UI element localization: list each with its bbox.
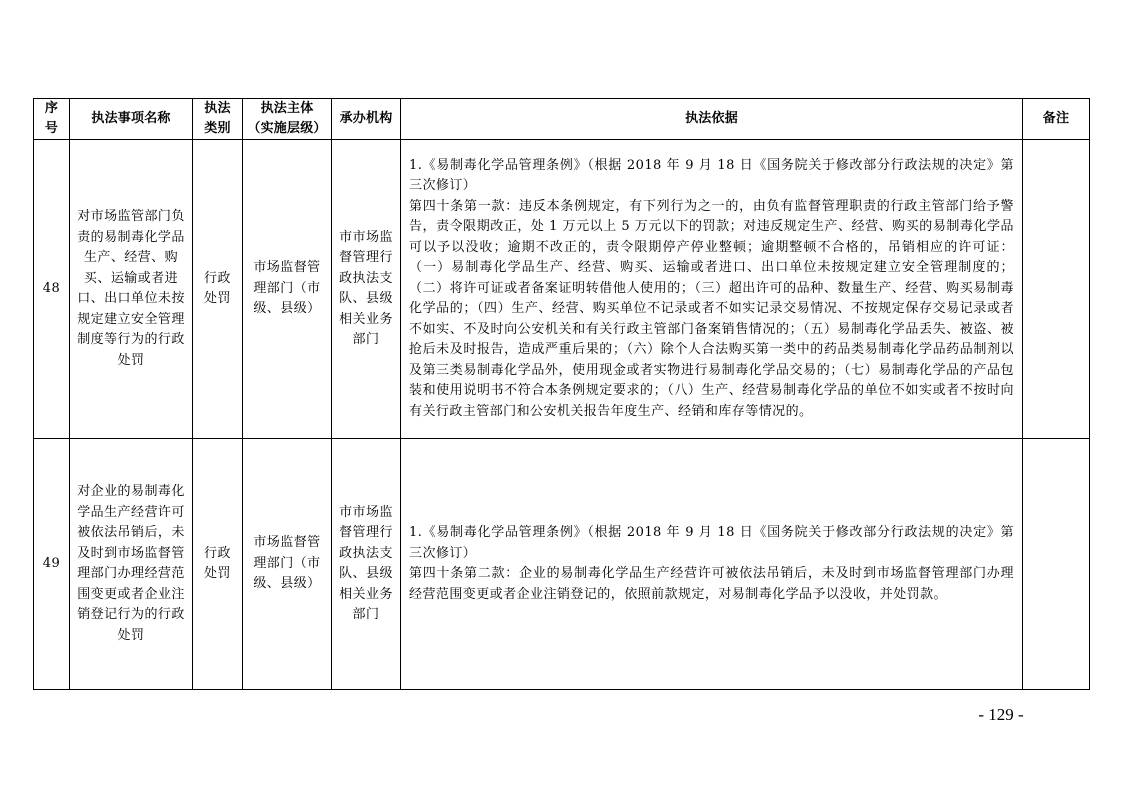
category-cell: 行政处罚 <box>193 439 243 690</box>
header-index: 序号 <box>34 99 70 140</box>
header-legal-basis: 执法依据 <box>401 99 1023 140</box>
page-number: - 129 - <box>978 705 1024 724</box>
remarks-cell <box>1023 140 1090 439</box>
legal-basis-cell <box>401 439 1023 690</box>
basis-citation: 1.《易制毒化学品管理条例》（根据 2018 年 9 月 18 日《国务院关于修改部分行政法规的决定》第三次修订） <box>409 157 1014 194</box>
item-name-cell: 对企业的易制毒化学品生产经营许可被依法吊销后，未及时到市场监督管理部门办理经营范围变更或者企业注销登记行为的行政处罚 <box>70 439 193 690</box>
table-row <box>34 140 1090 439</box>
row-index: 49 <box>34 439 70 690</box>
subject-cell: 市场监督管理部门（市级、县级） <box>243 439 332 690</box>
item-name-cell: 对市场监管部门负责的易制毒化学品生产、经营、购买、运输或者进口、出口单位未按规定建立安全管理制度等行为的行政处罚 <box>70 140 193 439</box>
category-cell: 行政处罚 <box>193 140 243 439</box>
row-index: 48 <box>34 140 70 439</box>
table-row <box>34 439 1090 690</box>
header-agency: 承办机构 <box>332 99 401 140</box>
header-item-name: 执法事项名称 <box>70 99 193 140</box>
agency-cell: 市市场监督管理行政执法支队、县级相关业务部门 <box>332 140 401 439</box>
basis-citation: 1.《易制毒化学品管理条例》（根据 2018 年 9 月 18 日《国务院关于修改部分行政法规的决定》第三次修订） <box>409 525 1014 561</box>
basis-clause: 第四十条第二款：企业的易制毒化学品生产经营许可被依法吊销后，未及时到市场监督管理部门办理经营范围变更或者企业注销登记的，依照前款规定，对易制毒化学品予以没收，并处罚款。 <box>409 566 1014 602</box>
remarks-cell <box>1023 439 1090 690</box>
header-subject: 执法主体（实施层级） <box>243 99 332 140</box>
table-header-row <box>34 99 1090 140</box>
basis-clause: 第四十条第一款：违反本条例规定，有下列行为之一的，由负有监督管理职责的行政主管部门给予警告，责令限期改正，处 1 万元以上 5 万元以下的罚款；对违反规定生产、经营、购买的易制毒化学品可以予以没收；逾期不改正的，责令限期停产停业整顿；逾期整顿不合格的，吊销相应的许可证：（一）易制毒化学品生产、经营、购买、运输或者进口、出口单位未按规定建立安全管理制度的；（二）将许可证或者备案证明转借他人使用的；（三）超出许可的品种、数量生产、经营、购买易制毒化学品的；（四）生产、经营、购买单位不记录或者不如实记录交易情况、不按规定保存交易记录或者不如实、不及时向公安机关和有关行政主管部门备案销售情况的；（五）易制毒化学品丢失、被盗、被抢后未及时报告，造成严重后果的；（六）除个人合法购买第一类中的药品类易制毒化学品药品制剂以及第三类易制毒化学品外，使用现金或者实物进行易制毒化学品交易的；（七）易制毒化学品的产品包装和使用说明书不符合本条例规定要求的；（八）生产、经营易制毒化学品的单位不如实或者不按时向有关行政主管部门和公安机关报告年度生产、经销和库存等情况的。 <box>409 198 1014 419</box>
header-category: 执法类别 <box>193 99 243 140</box>
subject-cell: 市场监督管理部门（市级、县级） <box>243 140 332 439</box>
legal-basis-cell <box>401 140 1023 439</box>
header-remarks: 备注 <box>1023 99 1090 140</box>
agency-cell: 市市场监督管理行政执法支队、县级相关业务部门 <box>332 439 401 690</box>
enforcement-items-table <box>33 98 1090 690</box>
